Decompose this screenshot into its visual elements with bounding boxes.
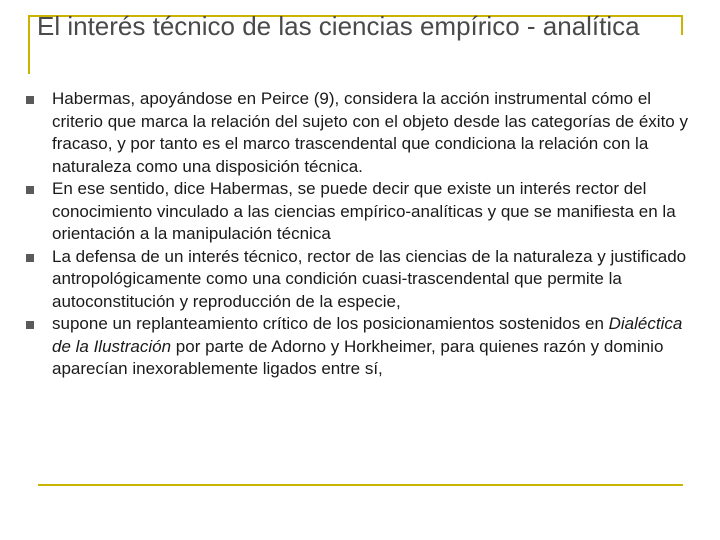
footer-rule — [38, 484, 683, 486]
bullet-item — [0, 178, 700, 246]
bullet-text-after: por parte de Adorno y Horkheimer, para quienes razón y dominio aparecían inexorablemente ligados entre sí, — [52, 336, 664, 378]
title-frame-right-rule — [681, 15, 683, 35]
bullet-list — [0, 88, 700, 381]
square-bullet-icon — [26, 186, 34, 194]
bullet-text: Habermas, apoyándose en Peirce (9), considera la acción instrumental cómo el criterio que marca la relación del sujeto con el objeto desde las categorías de éxito y fracaso, y por tanto es el marco trascendental que condiciona la relación con la naturaleza como una disposición técnica. — [52, 89, 688, 176]
square-bullet-icon — [26, 96, 34, 104]
square-bullet-icon — [26, 254, 34, 262]
slide-title: El interés técnico de las ciencias empírico - analítica — [37, 11, 640, 41]
bullet-text: La defensa de un interés técnico, rector de las ciencias de la naturaleza y justificado antropológicamente como una condición cuasi-trascendental que permite la autoconstitución y reproducción de la especie, — [52, 246, 687, 311]
bullet-text: En ese sentido, dice Habermas, se puede decir que existe un interés rector del conocimiento vinculado a las ciencias empírico-analíticas y que se manifiesta en la orientación a la manipulación técnica — [52, 179, 676, 243]
title-frame-left-rule — [28, 15, 30, 74]
bullet-text-before: supone un replanteamiento crítico de los posicionamientos sostenidos en — [52, 314, 609, 333]
bullet-item — [0, 88, 700, 178]
book-title-emphasis: Dialéctica de la Ilustración — [52, 314, 683, 356]
bullet-item — [0, 313, 700, 381]
bullet-item — [0, 246, 700, 314]
square-bullet-icon — [26, 321, 34, 329]
